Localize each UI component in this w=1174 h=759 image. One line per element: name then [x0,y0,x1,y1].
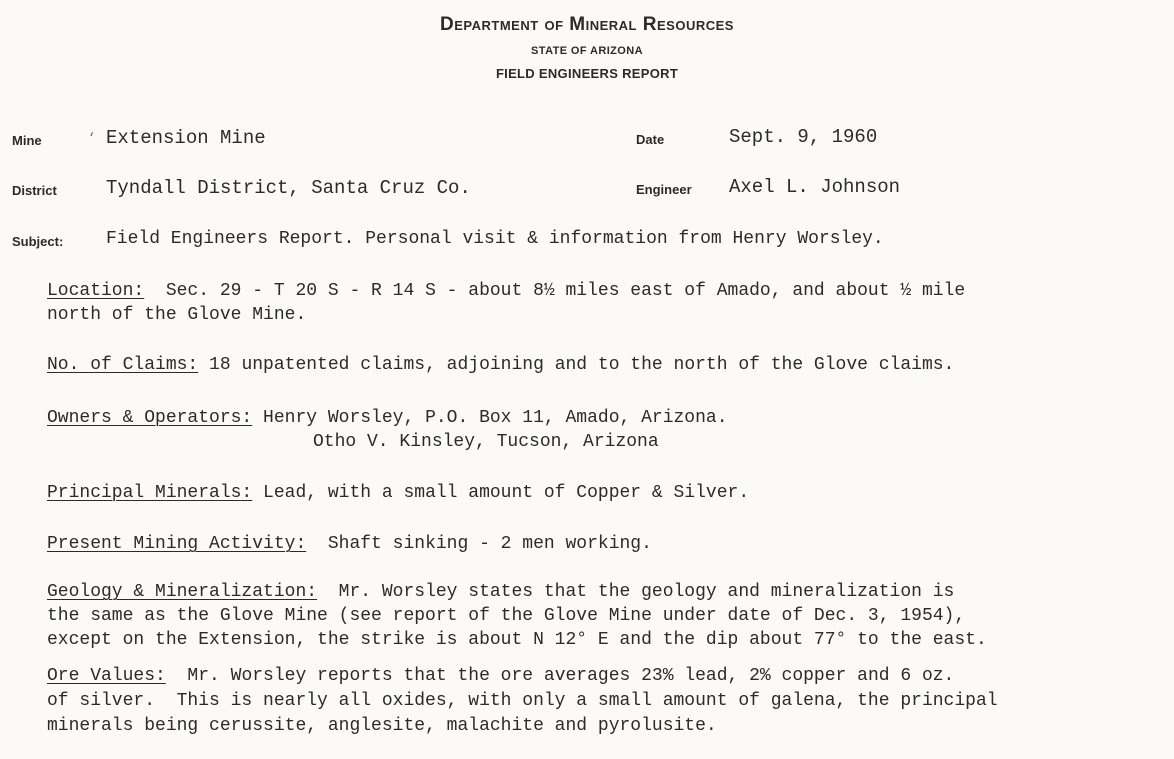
owners-line-1: Henry Worsley, P.O. Box 11, Amado, Arizona. [252,408,728,428]
location-section [47,279,965,303]
mine-label: Mine [12,133,42,148]
district-label: District [12,183,57,198]
department-title: Department of Mineral Resources [440,14,734,35]
location-line-1: Sec. 29 - T 20 S - R 14 S - about 8½ miles east of Amado, and about ½ mile [144,281,966,301]
claims-section [47,353,954,377]
subject-value: Field Engineers Report. Personal visit & information from Henry Worsley. [106,229,884,249]
date-value: Sept. 9, 1960 [729,126,878,148]
geology-label: Geology & Mineralization: [47,582,318,602]
district-value: Tyndall District, Santa Cruz Co. [106,177,471,199]
minerals-text: Lead, with a small amount of Copper & Silver. [252,483,750,503]
minerals-section [47,481,749,505]
engineer-label: Engineer [636,182,692,197]
geology-line-1: Mr. Worsley states that the geology and mineralization is [317,582,955,602]
ore-line-3: minerals being cerussite, anglesite, malachite and pyrolusite. [47,716,717,736]
location-label: Location: [47,281,145,301]
ore-label: Ore Values: [47,666,166,686]
report-type-title: FIELD ENGINEERS REPORT [495,66,679,81]
tick-mark: ‘ [88,131,96,145]
owners-line-2: Otho V. Kinsley, Tucson, Arizona [313,432,659,452]
activity-section [47,532,652,556]
activity-label: Present Mining Activity: [47,534,307,554]
owners-label: Owners & Operators: [47,408,253,428]
ore-line-2: of silver. This is nearly all oxides, with only a small amount of galena, the principal [47,691,998,711]
geology-line-2: the same as the Glove Mine (see report of the Glove Mine under date of Dec. 3, 1954), [47,606,966,626]
activity-text: Shaft sinking - 2 men working. [306,534,652,554]
geology-section [47,580,954,604]
date-label: Date [636,132,665,147]
engineer-value: Axel L. Johnson [729,176,901,198]
ore-section [47,664,954,688]
claims-label: No. of Claims: [47,355,199,375]
owners-section [47,406,728,430]
mine-value: Extension Mine [106,127,266,149]
minerals-label: Principal Minerals: [47,483,253,503]
state-title: STATE OF ARIZONA [531,45,643,57]
subject-label: Subject: [12,234,64,249]
geology-line-3: except on the Extension, the strike is about N 12° E and the dip about 77° to the east. [47,630,987,650]
ore-line-1: Mr. Worsley reports that the ore averages 23% lead, 2% copper and 6 oz. [165,666,955,686]
claims-text: 18 unpatented claims, adjoining and to the north of the Glove claims. [198,355,955,375]
location-line-2: north of the Glove Mine. [47,305,307,325]
